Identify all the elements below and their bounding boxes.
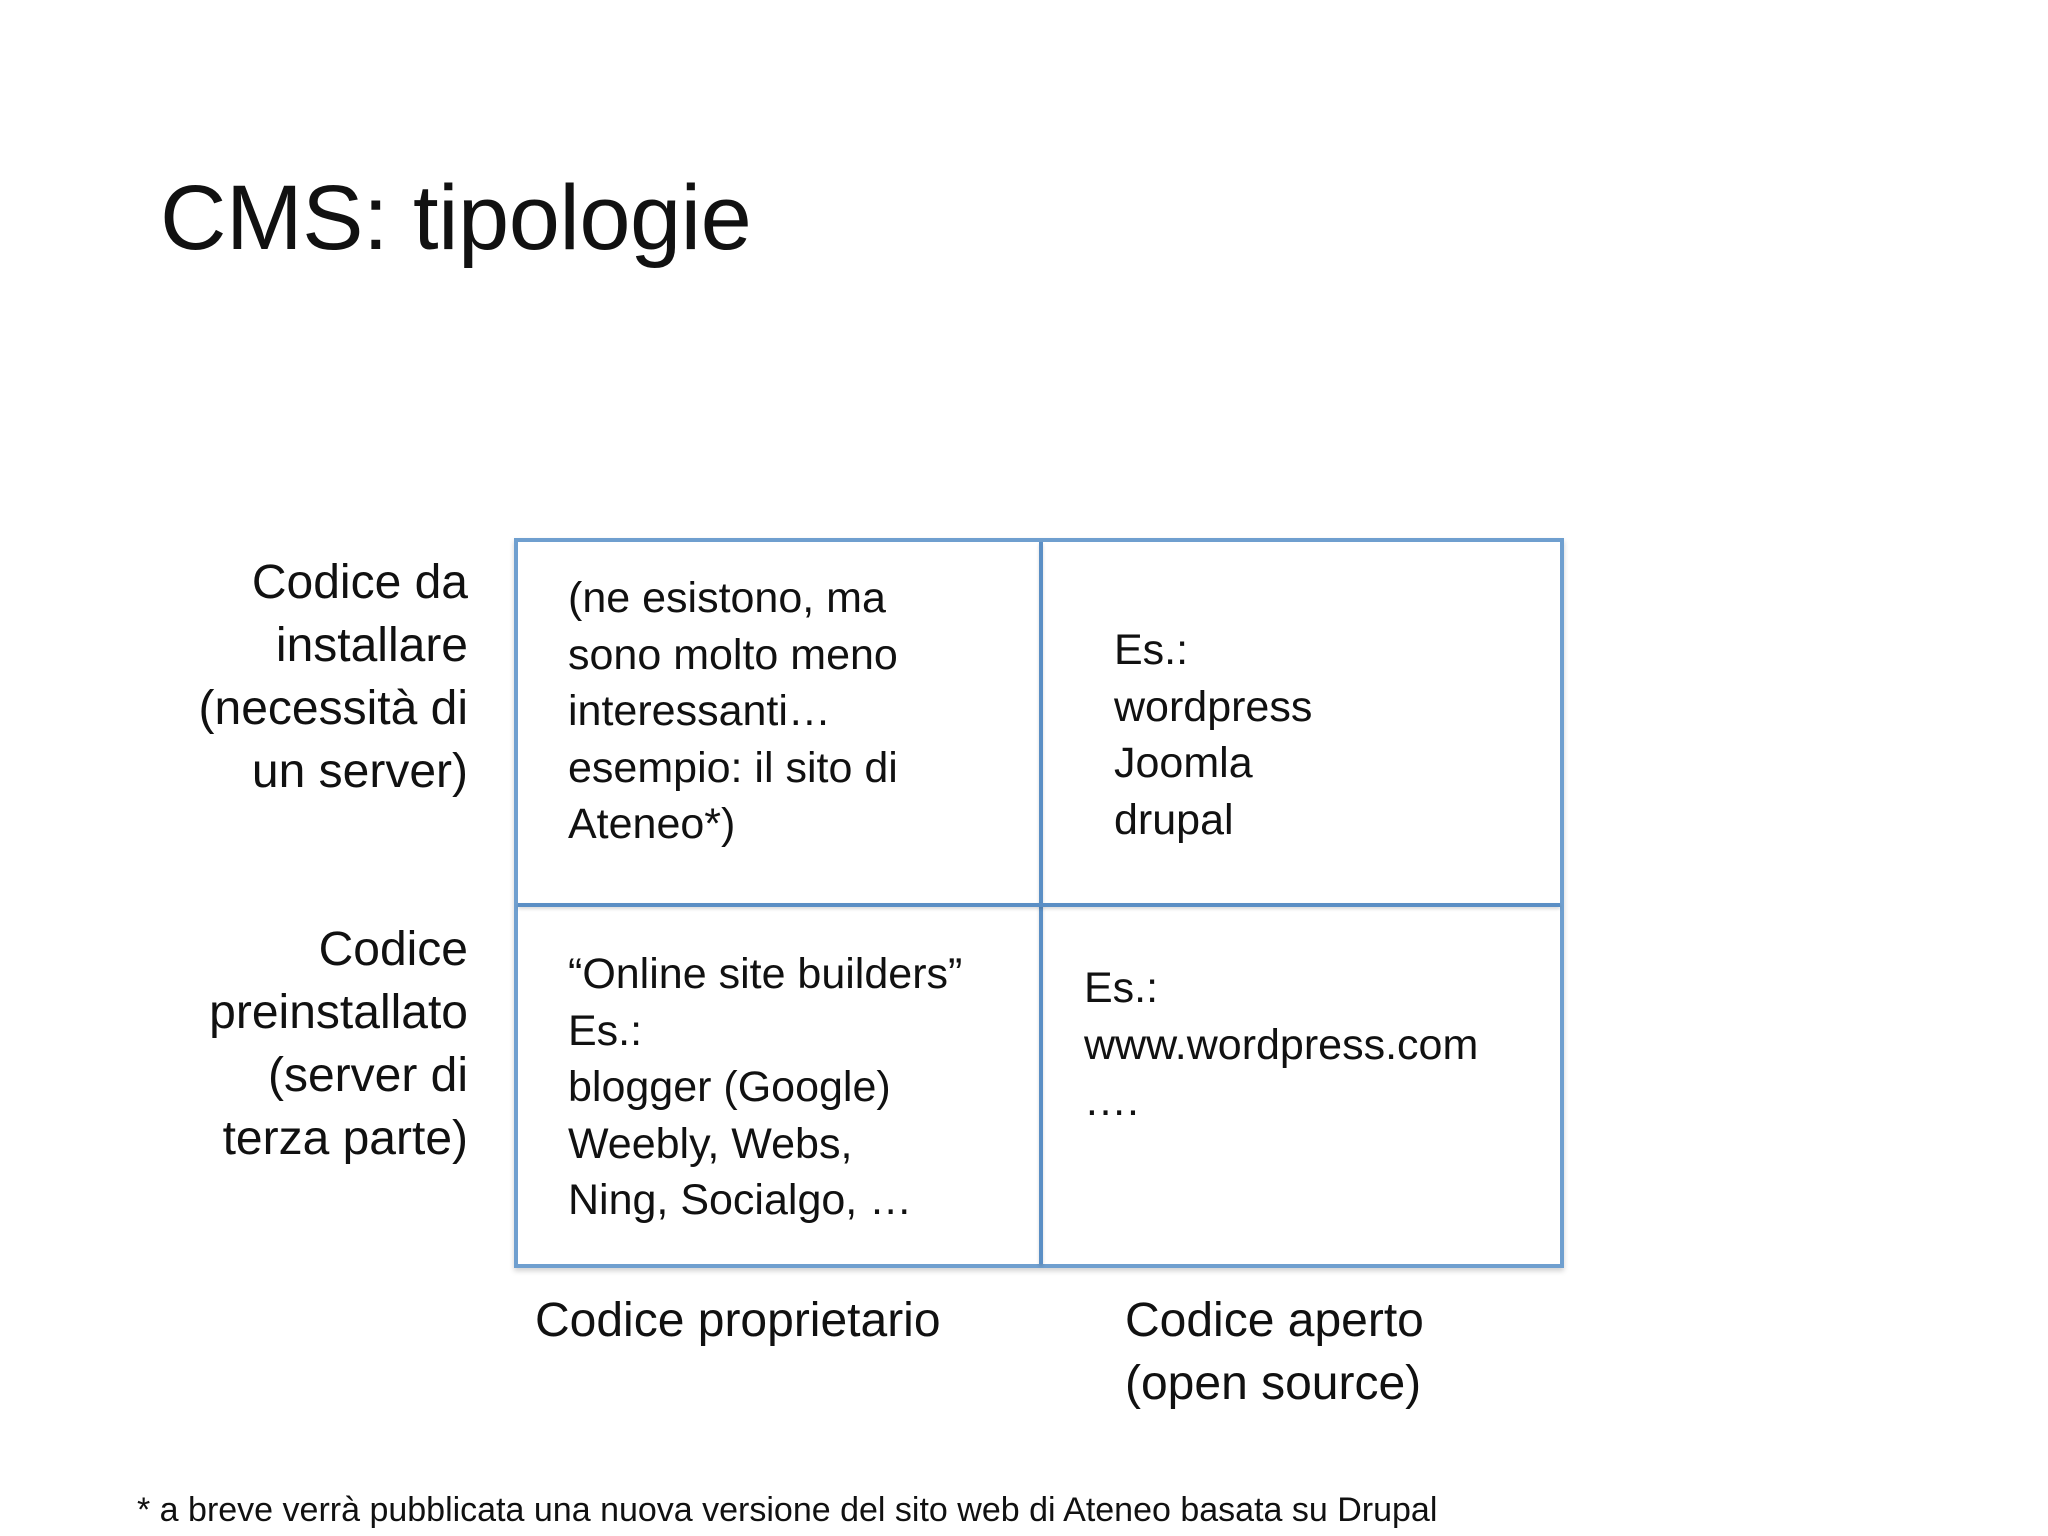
grid-horizontal-divider (518, 903, 1560, 907)
cell-preinstalled-open-source: Es.: www.wordpress.com …. (1084, 964, 1479, 1125)
cell-preinstalled-proprietary: “Online site builders” Es.: blogger (Google) Weebly, Webs, Ning, Socialgo, … (568, 950, 963, 1224)
cell-install-open-source: Es.: wordpress Joomla drupal (1114, 626, 1313, 844)
cms-types-grid (514, 538, 1564, 1268)
footnote: * a breve verrà pubblicata una nuova versione del sito web di Ateneo basata su Drupal (137, 1491, 1438, 1529)
slide-title: CMS: tipologie (160, 167, 752, 269)
row-label-install: Codice da installare (necessità di un server) (198, 556, 468, 798)
row-label-preinstalled: Codice preinstallato (server di terza parte) (209, 923, 468, 1165)
cell-install-proprietary: (ne esistono, ma sono molto meno interessanti… esempio: il sito di Ateneo*) (568, 574, 898, 848)
column-label-proprietary: Codice proprietario (535, 1294, 941, 1347)
column-label-open-source: Codice aperto (open source) (1125, 1294, 1424, 1410)
